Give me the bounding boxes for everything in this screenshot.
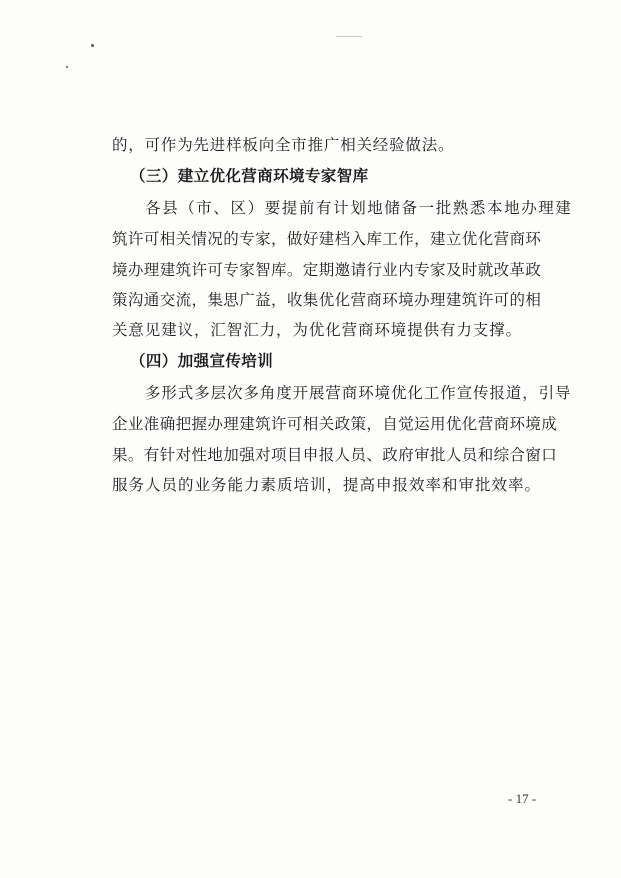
paragraph-3-line-1: 各县（市、区）要提前有计划地储备一批熟悉本地办理建	[145, 199, 573, 217]
continuation-line: 的，可作为先进样板向全市推广相关经验做法。	[112, 136, 455, 154]
section-heading-4: （四）加强宣传培训	[130, 352, 274, 370]
section-heading-3: （三）建立优化营商环境专家智库	[130, 167, 369, 185]
paragraph-3-line-2: 筑许可相关情况的专家，做好建档入库工作，建立优化营商环	[112, 230, 542, 248]
paragraph-4-line-3: 果。有针对性地加强对项目申报人员、政府审批人员和综合窗口	[112, 446, 558, 464]
paragraph-3-line-5: 关意见建议，汇智汇力，为优化营商环境提供有力支撑。	[112, 321, 523, 339]
scan-speck	[91, 44, 94, 47]
paragraph-3-line-4: 策沟通交流，集思广益，收集优化营商环境办理建筑许可的相	[112, 291, 542, 309]
scan-mark	[336, 36, 362, 37]
paragraph-3-line-3: 境办理建筑许可专家智库。定期邀请行业内专家及时就改革政	[112, 261, 542, 279]
paragraph-4-line-2: 企业准确把握办理建筑许可相关政策，自觉运用优化营商环境成	[112, 415, 558, 433]
paragraph-4-line-1: 多形式多层次多角度开展营商环境优化工作宣传报道，引导	[145, 384, 572, 402]
paragraph-4-line-4: 服务人员的业务能力素质培训，提高申报效率和审批效率。	[112, 476, 542, 494]
page-number: - 17 -	[508, 791, 537, 806]
scan-speck	[66, 66, 68, 68]
